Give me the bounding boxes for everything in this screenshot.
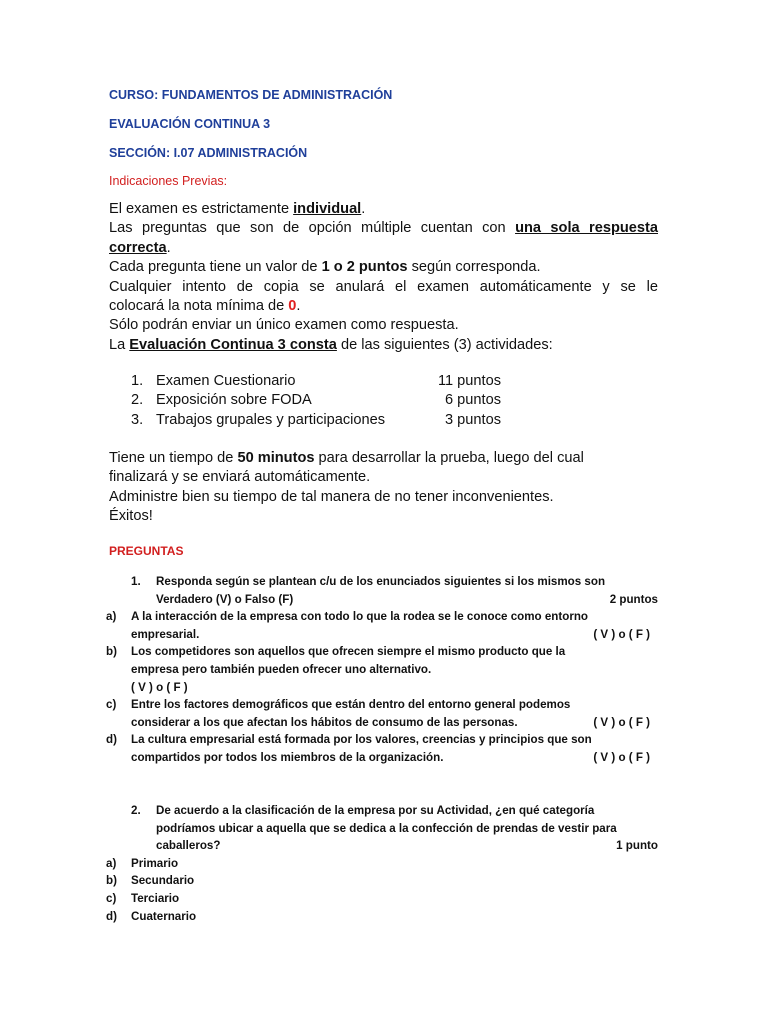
activity-item: 2. Exposición sobre FODA 6 puntos — [131, 392, 501, 409]
instructions-block — [109, 200, 658, 355]
question-1: 1. Responda según se plantean c/u de los enunciados siguientes si los mismos son Verdadero (V) o Falso (F) 2 puntos a) A la interacción de la empresa con todo lo que la rodea se le conoce como entorno empresarial. ( V ) o ( F ) b) Los competidores son aquellos que ofrecen siempre el mismo producto que la empresa pero también pueden ofrecer uno alternativo. ( V ) o ( F ) c) Entre los factores demográficos que están dentro del entorno general podemos considerar a los que afectan los hábitos de consumo de las personas. ( V ) o ( F ) d) La cultura empresarial está formada por los valores, creencias y principios que son compartidos por todos los miembros de la organización. ( V ) o ( F ) — [131, 573, 658, 767]
instruction-line: Las preguntas que son de opción múltiple cuentan con una sola respuesta — [109, 220, 658, 237]
question-2: 2. De acuerdo a la clasificación de la empresa por su Actividad, ¿en qué categoría podríamos ubicar a aquella que se dedica a la confección de prendas de vestir para caballeros? 1 punto a) Primario b) Secundario c) Terciario d) Cuaternario — [131, 802, 658, 925]
true-false-choice[interactable]: ( V ) o ( F ) — [593, 750, 650, 764]
instruction-line: Cualquier intento de copia se anulará el examen automáticamente y se le — [109, 278, 658, 295]
instructions-heading: Indicaciones Previas: — [109, 174, 228, 188]
section-title: SECCIÓN: I.07 ADMINISTRACIÓN — [109, 146, 308, 160]
instruction-line: colocará la nota mínima de 0. — [109, 298, 301, 315]
instruction-line: Cada pregunta tiene un valor de 1 o 2 puntos según corresponda. — [109, 259, 541, 276]
activities-list — [131, 373, 501, 431]
points-label: 2 puntos — [609, 592, 658, 606]
answer-option[interactable]: b) Secundario — [106, 874, 195, 888]
activity-item: 1. Examen Cuestionario 11 puntos — [131, 373, 501, 389]
true-false-choice[interactable]: ( V ) o ( F ) — [593, 627, 650, 641]
course-title: CURSO: FUNDAMENTOS DE ADMINISTRACIÓN — [109, 88, 393, 102]
answer-option[interactable]: d) Cuaternario — [106, 909, 197, 923]
true-false-choice[interactable]: ( V ) o ( F ) — [593, 715, 650, 729]
answer-option[interactable]: a) Primario — [106, 856, 179, 870]
answer-option[interactable]: c) Terciario — [106, 891, 180, 905]
evaluation-title: EVALUACIÓN CONTINUA 3 — [109, 117, 271, 131]
instruction-line: El examen es estrictamente individual. — [109, 201, 366, 217]
true-false-item: a) A la interacción de la empresa con todo lo que la rodea se le conoce como entorno empresarial. ( V ) o ( F ) — [106, 608, 658, 643]
points-label: 1 punto — [616, 839, 658, 853]
activity-item: 3. Trabajos grupales y participaciones 3 puntos — [131, 411, 501, 428]
questions-heading: PREGUNTAS — [109, 544, 184, 558]
instruction-line: correcta. — [109, 239, 171, 256]
instruction-line: Sólo podrán enviar un único examen como respuesta. — [109, 317, 459, 334]
instruction-line: La Evaluación Continua 3 consta de las siguientes (3) actividades: — [109, 336, 553, 353]
true-false-item: b) Los competidores son aquellos que ofrecen siempre el mismo producto que la empresa pero también pueden ofrecer uno alternativo. ( V ) o ( F ) — [106, 643, 658, 696]
time-instructions: Tiene un tiempo de 50 minutos para desarrollar la prueba, luego del cual finalizará y se enviará automáticamente. Administre bien su tiempo de tal manera de no tener inconvenientes. Éxitos! — [109, 450, 584, 525]
true-false-choice[interactable]: ( V ) o ( F ) — [131, 680, 188, 694]
true-false-item: d) La cultura empresarial está formada por los valores, creencias y principios que son compartidos por todos los miembros de la organización. ( V ) o ( F ) — [106, 731, 658, 766]
true-false-item: c) Entre los factores demográficos que están dentro del entorno general podemos considerar a los que afectan los hábitos de consumo de las personas. ( V ) o ( F ) — [106, 696, 658, 731]
